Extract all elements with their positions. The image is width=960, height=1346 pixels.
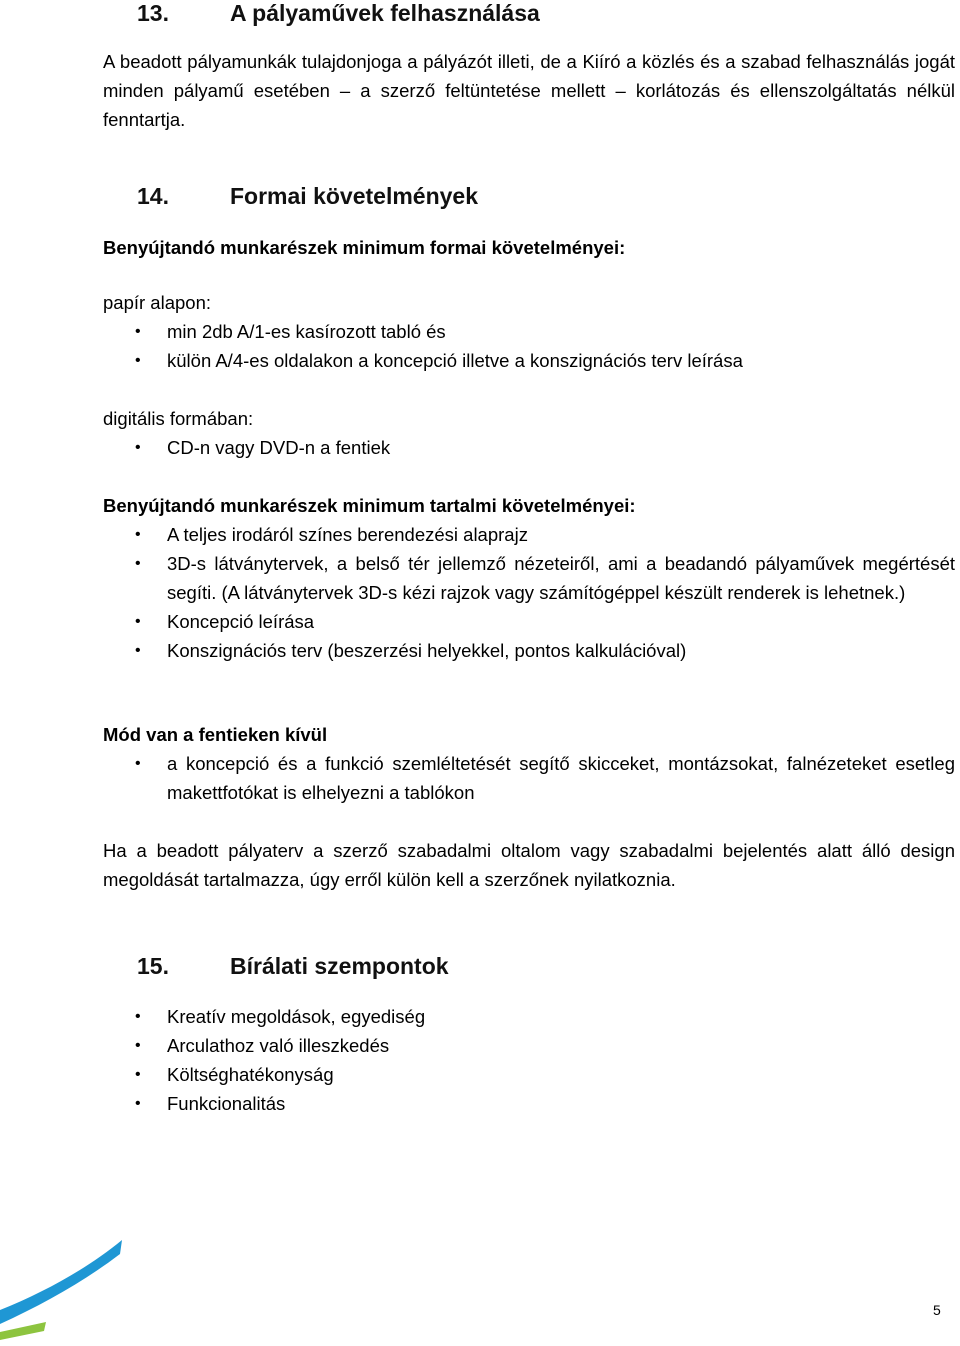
- design-note-paragraph: Ha a beadott pályaterv a szerző szabadalmi oltalom vagy szabadalmi bejelentés alatt álló design megoldását tartalmazza, úgy erről külön kell a szerzőnek nyilatkoznia.: [103, 840, 955, 890]
- list-item: • Funkcionalitás: [103, 1089, 955, 1118]
- digital-list: [103, 433, 955, 462]
- list-item: • Költséghatékonyság: [103, 1060, 955, 1089]
- bullet-icon: •: [135, 526, 141, 543]
- list-item: • a koncepció és a funkció szemléltetését segítő skicceket, montázsokat, falnézeteket esetleg makettfotókat is elhelyezni a tablókon: [103, 749, 955, 807]
- list-item: • külön A/4-es oldalakon a koncepció illetve a konszignációs terv leírása: [103, 346, 955, 375]
- content-list: [103, 520, 955, 665]
- section-13-title: A pályaművek felhasználása: [230, 0, 540, 26]
- bullet-icon: •: [135, 642, 141, 659]
- section-14-number: 14.: [137, 183, 169, 209]
- list-item: • Arculathoz való illeszkedés: [103, 1031, 955, 1060]
- section-15-number: 15.: [137, 953, 169, 979]
- logo-green-stripe: [0, 1322, 46, 1340]
- bullet-icon: •: [135, 755, 141, 772]
- formal-requirements-heading: Benyújtandó munkarészek minimum formai követelményei:: [103, 237, 626, 258]
- logo-stripes-icon: [0, 1228, 140, 1346]
- section-13-heading: [137, 0, 540, 27]
- logo-blue-stripe: [0, 1240, 122, 1324]
- digital-label: digitális formában:: [103, 408, 254, 429]
- optional-list: [103, 749, 955, 807]
- paper-list: [103, 317, 955, 375]
- list-item: • CD-n vagy DVD-n a fentiek: [103, 433, 955, 462]
- section-15-heading: [137, 953, 449, 980]
- bullet-icon: •: [135, 1008, 141, 1025]
- bullet-icon: •: [135, 352, 141, 369]
- bullet-icon: •: [135, 323, 141, 340]
- list-item: • 3D-s látványtervek, a belső tér jellemző nézeteiről, ami a beadandó pályaművek megértését segíti. (A látványtervek 3D-s kézi rajzok vagy számítógéppel készült renderek is lehetnek.): [103, 549, 955, 607]
- page-number: 5: [933, 1302, 941, 1318]
- bullet-icon: •: [135, 555, 141, 572]
- bullet-icon: •: [135, 1095, 141, 1112]
- section-13-paragraph: A beadott pályamunkák tulajdonjoga a pályázót illeti, de a Kiíró a közlés és a szabad felhasználás jogát minden pályamű esetében – a szerző feltüntetése mellett – korlátozás és ellenszolgáltatás nélkül fenntartja.: [103, 51, 955, 130]
- optional-heading: Mód van a fentieken kívül: [103, 724, 328, 745]
- section-14-title: Formai követelmények: [230, 183, 479, 209]
- list-item: • Konszignációs terv (beszerzési helyekkel, pontos kalkulációval): [103, 636, 955, 665]
- paper-label: papír alapon:: [103, 292, 212, 313]
- bullet-icon: •: [135, 1037, 141, 1054]
- bullet-icon: •: [135, 1066, 141, 1083]
- section-15-title: Bírálati szempontok: [230, 953, 449, 979]
- section-13-number: 13.: [137, 0, 169, 26]
- section-14-heading: [137, 183, 478, 210]
- bullet-icon: •: [135, 613, 141, 630]
- list-item: • Kreatív megoldások, egyediség: [103, 1002, 955, 1031]
- bullet-icon: •: [135, 439, 141, 456]
- list-item: • A teljes irodáról színes berendezési alaprajz: [103, 520, 955, 549]
- evaluation-list: [103, 1002, 955, 1118]
- list-item: • min 2db A/1-es kasírozott tabló és: [103, 317, 955, 346]
- list-item: • Koncepció leírása: [103, 607, 955, 636]
- content-requirements-heading: Benyújtandó munkarészek minimum tartalmi követelményei:: [103, 495, 636, 516]
